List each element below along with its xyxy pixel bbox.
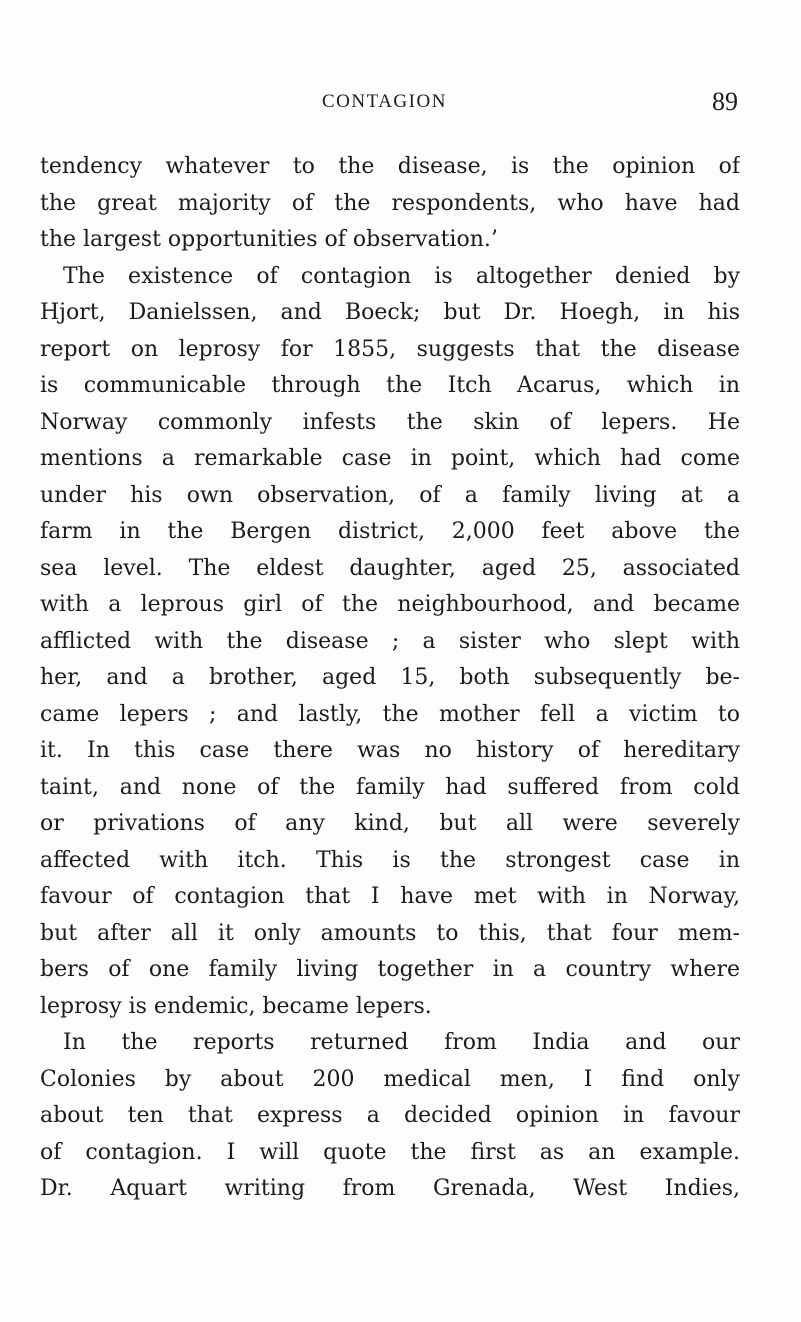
text-line: leprosy is endemic, became lepers. <box>40 993 432 1019</box>
page-number: 89 <box>712 87 738 116</box>
text-line: the great majority of the respondents, who have had <box>40 190 740 216</box>
running-head <box>0 87 801 121</box>
text-line: taint, and none of the family had suffered from cold <box>40 774 740 800</box>
text-line: with a leprous girl of the neighbourhood, and became <box>40 592 740 617</box>
text-line: of contagion. I will quote the first as an example. <box>40 1139 740 1165</box>
paragraph-first-line: In the reports returned from India and our <box>63 1030 740 1055</box>
text-line: or privations of any kind, but all were severely <box>40 811 740 836</box>
text-line: bers of one family living together in a country where <box>40 957 740 982</box>
text-line: affected with itch. This is the strongest case in <box>40 847 740 873</box>
text-line: Norway commonly infests the skin of lepers. He <box>40 409 740 435</box>
running-title: CONTAGION <box>322 91 447 112</box>
text-line: report on leprosy for 1855, suggests that the disease <box>40 336 740 362</box>
text-line: tendency whatever to the disease, is the opinion of <box>40 154 740 179</box>
text-line: Dr. Aquart writing from Grenada, West Indies, <box>40 1176 740 1201</box>
paragraph-first-line: The existence of contagion is altogether denied by <box>63 263 740 289</box>
text-line: under his own observation, of a family living at a <box>40 482 740 508</box>
text-line: Colonies by about 200 medical men, I find only <box>40 1066 740 1092</box>
text-line: mentions a remarkable case in point, which had come <box>40 446 740 471</box>
text-line: sea level. The eldest daughter, aged 25, associated <box>40 555 740 581</box>
text-line: came lepers ; and lastly, the mother fell a victim to <box>40 701 740 727</box>
text-line: her, and a brother, aged 15, both subsequently be- <box>40 665 740 690</box>
text-line: afflicted with the disease ; a sister who slept with <box>40 628 740 654</box>
text-line: about ten that express a decided opinion in favour <box>40 1103 740 1128</box>
text-line: favour of contagion that I have met with in Norway, <box>40 884 740 909</box>
text-line: Hjort, Danielssen, and Boeck; but Dr. Hoegh, in his <box>40 300 740 325</box>
text-line: is communicable through the Itch Acarus, which in <box>40 373 740 398</box>
body-text <box>40 149 740 1208</box>
text-line: farm in the Bergen district, 2,000 feet above the <box>40 519 740 544</box>
text-line: the largest opportunities of observation.’ <box>40 227 498 252</box>
text-line: it. In this case there was no history of hereditary <box>40 738 740 763</box>
text-line: but after all it only amounts to this, that four mem- <box>40 920 740 946</box>
